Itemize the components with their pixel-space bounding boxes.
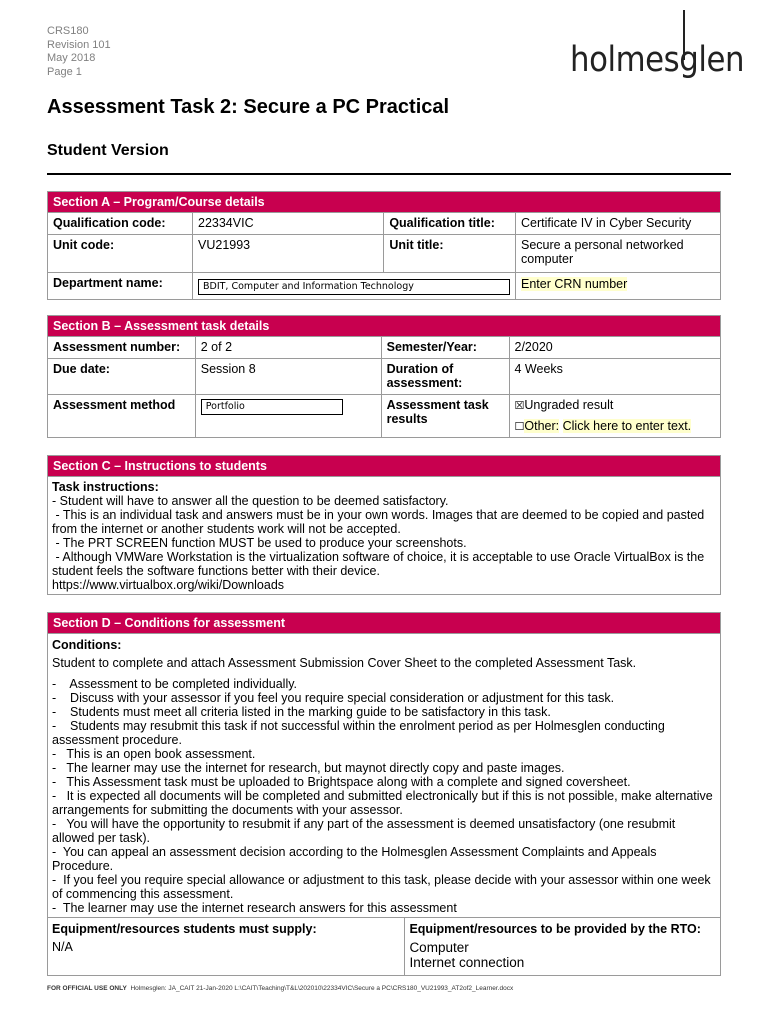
instruction-line: - Although VMWare Workstation is the virtualization software of choice, it is acceptable to use Oracle VirtualBox is the student feels the software functions better with their device. [52, 550, 708, 578]
student-equipment-cell [48, 918, 405, 976]
condition-item: - If you feel you require special allowance or adjustment to this task, please decide with your assessor within one week of commencing this assessment. [52, 873, 715, 901]
condition-item: - Students may resubmit this task if not successful within the enrolment period as per Holmesglen conducting assessment procedure. [52, 719, 690, 747]
section-a-heading: Section A – Program/Course details [48, 192, 721, 213]
semester-value: 2/2020 [509, 337, 721, 359]
student-equipment-value: N/A [52, 940, 73, 954]
unit-code-value: VU21993 [193, 235, 384, 273]
assessment-number-label: Assessment number: [48, 337, 196, 359]
method-label: Assessment method [48, 395, 196, 438]
section-b-heading: Section B – Assessment task details [48, 316, 721, 337]
section-c-heading: Section C – Instructions to students [48, 456, 721, 477]
section-d-table [47, 612, 721, 976]
condition-item: - You can appeal an assessment decision according to the Holmesglen Assessment Complaints and Appeals Procedure. [52, 845, 661, 873]
semester-label: Semester/Year: [381, 337, 509, 359]
instructions-cell [48, 477, 721, 595]
unit-code-label: Unit code: [48, 235, 193, 273]
assessment-number-value: 2 of 2 [195, 337, 381, 359]
department-label: Department name: [48, 273, 193, 300]
condition-item: - Assessment to be completed individually. [52, 677, 298, 691]
department-field[interactable]: BDIT, Computer and Information Technology [198, 279, 510, 295]
condition-item: - Discuss with your assessor if you feel you require special consideration or adjustment for this task. [52, 691, 615, 705]
due-date-label: Due date: [48, 359, 196, 395]
instruction-line: - Student will have to answer all the question to be deemed satisfactory. [52, 494, 449, 508]
duration-label: Duration of assessment: [381, 359, 509, 395]
section-c-table [47, 455, 721, 595]
footer-official: FOR OFFICIAL USE ONLY [47, 985, 127, 992]
page-subtitle: Student Version [47, 142, 169, 159]
doc-page: Page 1 [47, 65, 82, 78]
ungraded-checkbox[interactable]: ☒ [514, 399, 525, 412]
instruction-line: - This is an individual task and answers must be in your own words. Images that are deemed to be copied and pasted from the internet or another students work will not be accepted. [52, 508, 708, 536]
footer [47, 985, 513, 992]
instruction-line: - The PRT SCREEN function MUST be used to produce your screenshots. [52, 536, 467, 550]
results-cell [509, 395, 721, 438]
condition-item: - You will have the opportunity to resubmit if any part of the assessment is deemed unsatisfactory (one resubmit allowed per task). [52, 817, 679, 845]
rto-equipment-item: Computer [409, 940, 469, 955]
other-checkbox[interactable]: ☐ [514, 420, 525, 433]
ungraded-option[interactable] [515, 398, 716, 413]
condition-item: - This is an open book assessment. [52, 747, 256, 761]
doc-revision: Revision 101 [47, 38, 111, 51]
crn-cell [516, 273, 721, 300]
student-equipment-label: Equipment/resources students must supply: [52, 922, 317, 936]
method-field[interactable]: Portfolio [201, 399, 343, 415]
section-d-heading: Section D – Conditions for assessment [48, 613, 721, 634]
rto-equipment-item: Internet connection [409, 955, 525, 970]
document-meta [47, 25, 111, 79]
rto-equipment-cell [405, 918, 721, 976]
due-date-value: Session 8 [195, 359, 381, 395]
virtualbox-link[interactable]: https://www.virtualbox.org/wiki/Downloads [52, 578, 285, 592]
page-title: Assessment Task 2: Secure a PC Practical [47, 96, 450, 118]
qualification-code-label: Qualification code: [48, 213, 193, 235]
task-instructions-label: Task instructions: [52, 480, 159, 494]
condition-item: - Students must meet all criteria listed in the marking guide to be satisfactory in this task. [52, 705, 551, 719]
qualification-title-value: Certificate IV in Cyber Security [516, 213, 721, 235]
doc-date: May 2018 [47, 52, 96, 64]
logo-text: holmesglen [570, 40, 745, 80]
holmesglen-logo [570, 10, 745, 80]
results-label: Assessment task results [381, 395, 509, 438]
unit-title-value: Secure a personal networked computer [516, 235, 721, 273]
condition-item: - It is expected all documents will be completed and submitted electronically but if this is not possible, make alternative arrangements for submitting the documents with your assessor. [52, 789, 717, 817]
section-a-table [47, 191, 721, 300]
other-field[interactable]: Click here to enter text. [562, 419, 692, 433]
rto-equipment-label: Equipment/resources to be provided by the RTO: [409, 922, 701, 936]
duration-value: 4 Weeks [509, 359, 721, 395]
condition-item: - The learner may use the internet for research, but maynot directly copy and paste images. [52, 761, 565, 775]
doc-code: CRS180 [47, 25, 89, 37]
other-label: Other: [524, 419, 560, 433]
conditions-cell [48, 634, 721, 918]
title-divider [47, 173, 731, 175]
method-cell [195, 395, 381, 438]
conditions-intro: Student to complete and attach Assessment Submission Cover Sheet to the completed Assessment Task. [52, 656, 637, 670]
conditions-label: Conditions: [52, 638, 122, 652]
qualification-title-label: Qualification title: [384, 213, 516, 235]
ungraded-label: Ungraded result [524, 398, 614, 412]
condition-item: - The learner may use the internet research answers for this assessment [52, 901, 457, 915]
condition-item: - This Assessment task must be uploaded to Brightspace along with a complete and signed coversheet. [52, 775, 631, 789]
qualification-code-value: 22334VIC [193, 213, 384, 235]
crn-field[interactable]: Enter CRN number [521, 277, 628, 291]
footer-details: Holmesglen: JA_CAIT 21-Jan-2020 L:\CAIT\Teaching\T&L\202010\22334VIC\Secure a PC\CRS180_VU21993_AT2of2_Learner.docx [130, 985, 514, 992]
unit-title-label: Unit title: [384, 235, 516, 273]
department-cell [193, 273, 516, 300]
section-b-table [47, 315, 721, 438]
other-option[interactable] [515, 419, 716, 434]
